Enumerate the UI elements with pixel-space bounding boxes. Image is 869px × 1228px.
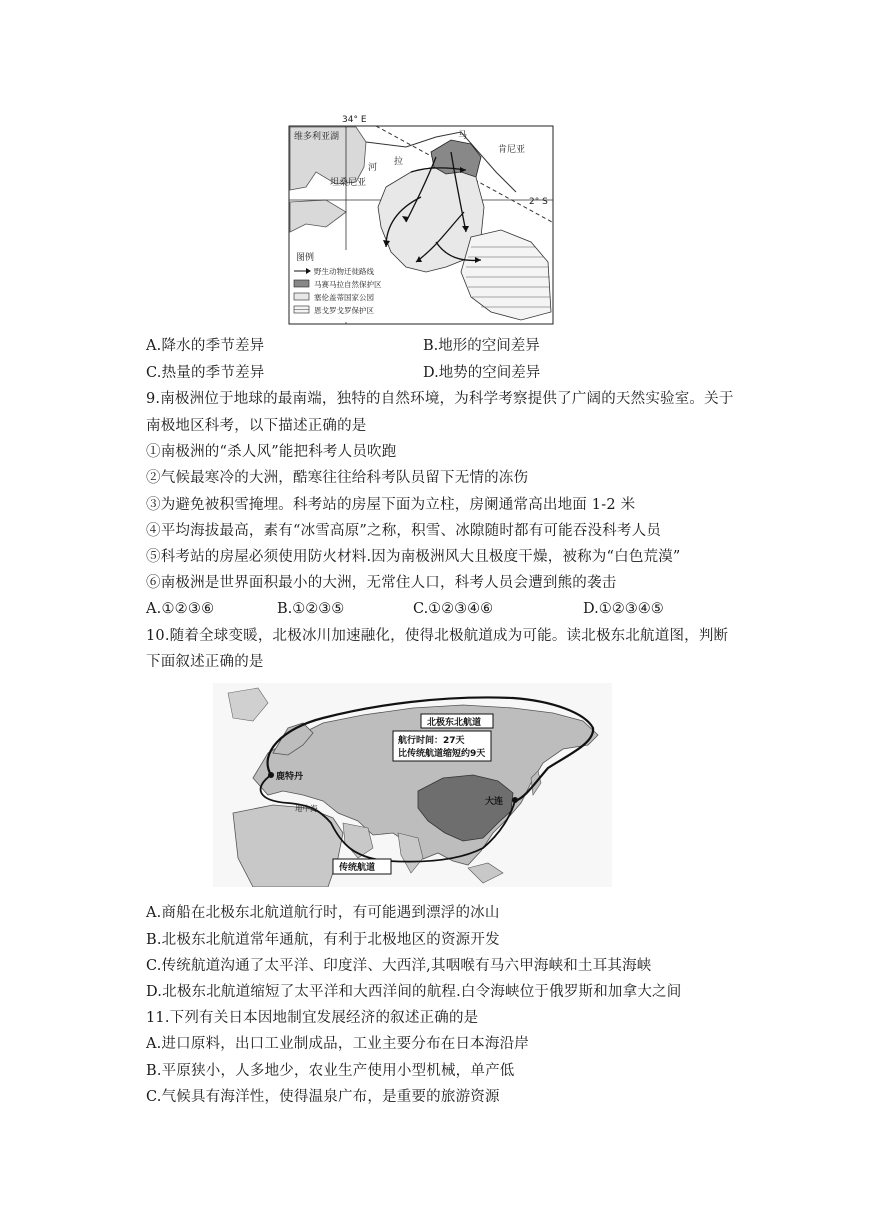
q10-option-b: B.北极东北航道常年通航，有利于北极地区的资源开发 [146, 932, 500, 948]
q11-option-a: A.进口原料，出口工业制成品，工业主要分布在日本海沿岸 [146, 1036, 529, 1052]
river-label: 河 [368, 163, 378, 173]
q9-option-a: A.①②③⑥ [146, 601, 215, 617]
legend-ngorongoro: 恩戈罗戈罗保护区 [314, 306, 374, 315]
q10-stem-line1: 10.随着全球变暖，北极冰川加速融化，使得北极航道成为可能。读北极东北航道图，判断 [146, 628, 729, 644]
time-line2: 比传统航道缩短约9天 [398, 749, 486, 759]
q9-statement-1: ①南极洲的“杀人风”能把科考人员吹跑 [146, 444, 397, 460]
latitude-label: 2° S [529, 197, 548, 207]
traditional-route-label: 传统航道 [339, 863, 376, 873]
q9-stem-line2: 南极地区科考，以下描述正确的是 [146, 418, 367, 434]
q8-option-a: A.降水的季节差异 [146, 338, 265, 354]
longitude-label: 34° E [342, 115, 367, 125]
rotterdam-label: 鹿特丹 [276, 772, 304, 782]
legend-serengeti: 塞伦盖蒂国家公园 [314, 293, 374, 302]
q8-option-b: B.地形的空间差异 [423, 338, 540, 354]
la-label: 拉 [394, 157, 404, 167]
serengeti-migration-map [286, 112, 558, 328]
q9-option-d: D.①②③④⑤ [583, 601, 664, 617]
q9-statement-4: ④平均海拔最高，素有“冰雪高原”之称，积雪、冰隙随时都有可能吞没科考人员 [146, 523, 662, 539]
time-line1: 航行时间：27天 [398, 736, 465, 746]
dalian-label: 大连 [485, 797, 504, 807]
q10-option-d: D.北极东北航道缩短了太平洋和大西洋间的航程.白令海峡位于俄罗斯和加拿大之间 [146, 984, 682, 1000]
q9-stem-line1: 9.南极洲位于地球的最南端，独特的自然环境，为科学考察提供了广阔的天然实验室。关于 [146, 391, 734, 407]
route-label: 北极东北航道 [427, 718, 482, 728]
q9-statement-5: ⑤科考站的房屋必须使用防火材料.因为南极洲风大且极度干燥，被称为“白色荒漠” [146, 549, 681, 565]
q10-stem-line2: 下面叙述正确的是 [146, 654, 264, 670]
tanzania-label: 坦桑尼亚 [330, 178, 367, 188]
q11-option-b: B.平原狭小，人多地少，农业生产使用小型机械，单产低 [146, 1063, 515, 1079]
mediterranean-label: 地中海 [295, 804, 318, 813]
legend-migration: 野生动物迁徙路线 [314, 267, 374, 276]
q9-statement-3: ③为避免被积雪掩埋。科考站的房屋下面为立柱，房阑通常高出地面 1-2 米 [146, 497, 636, 513]
lake-label: 维多利亚湖 [294, 132, 340, 142]
q8-option-d: D.地势的空间差异 [423, 365, 541, 381]
q9-option-b: B.①②③⑤ [277, 601, 345, 617]
q11-option-c: C.气候具有海洋性，使得温泉广布，是重要的旅游资源 [146, 1089, 500, 1105]
ma-label: 马 [458, 131, 468, 141]
q10-option-c: C.传统航道沟通了太平洋、印度洋、大西洋,其咽喉有马六甲海峡和土耳其海峡 [146, 958, 652, 974]
q9-option-c: C.①②③④⑥ [413, 601, 494, 617]
q10-option-a: A.商船在北极东北航道航行时，有可能遇到漂浮的冰山 [146, 905, 500, 921]
northeast-passage-map [213, 683, 612, 887]
legend-masai-mara: 马赛马拉自然保护区 [314, 280, 382, 289]
q9-statement-2: ②气候最寒冷的大洲，酷寒往往给科考队员留下无情的冻伤 [146, 470, 529, 486]
legend-title: 图例 [296, 253, 315, 263]
kenya-label: 肯尼亚 [498, 145, 526, 155]
q9-statement-6: ⑥南极洲是世界面积最小的大洲，无常住人口，科考人员会遭到熊的袭击 [146, 575, 617, 591]
q11-stem: 11.下列有关日本因地制宜发展经济的叙述正确的是 [146, 1010, 479, 1026]
q8-option-c: C.热量的季节差异 [146, 365, 265, 381]
